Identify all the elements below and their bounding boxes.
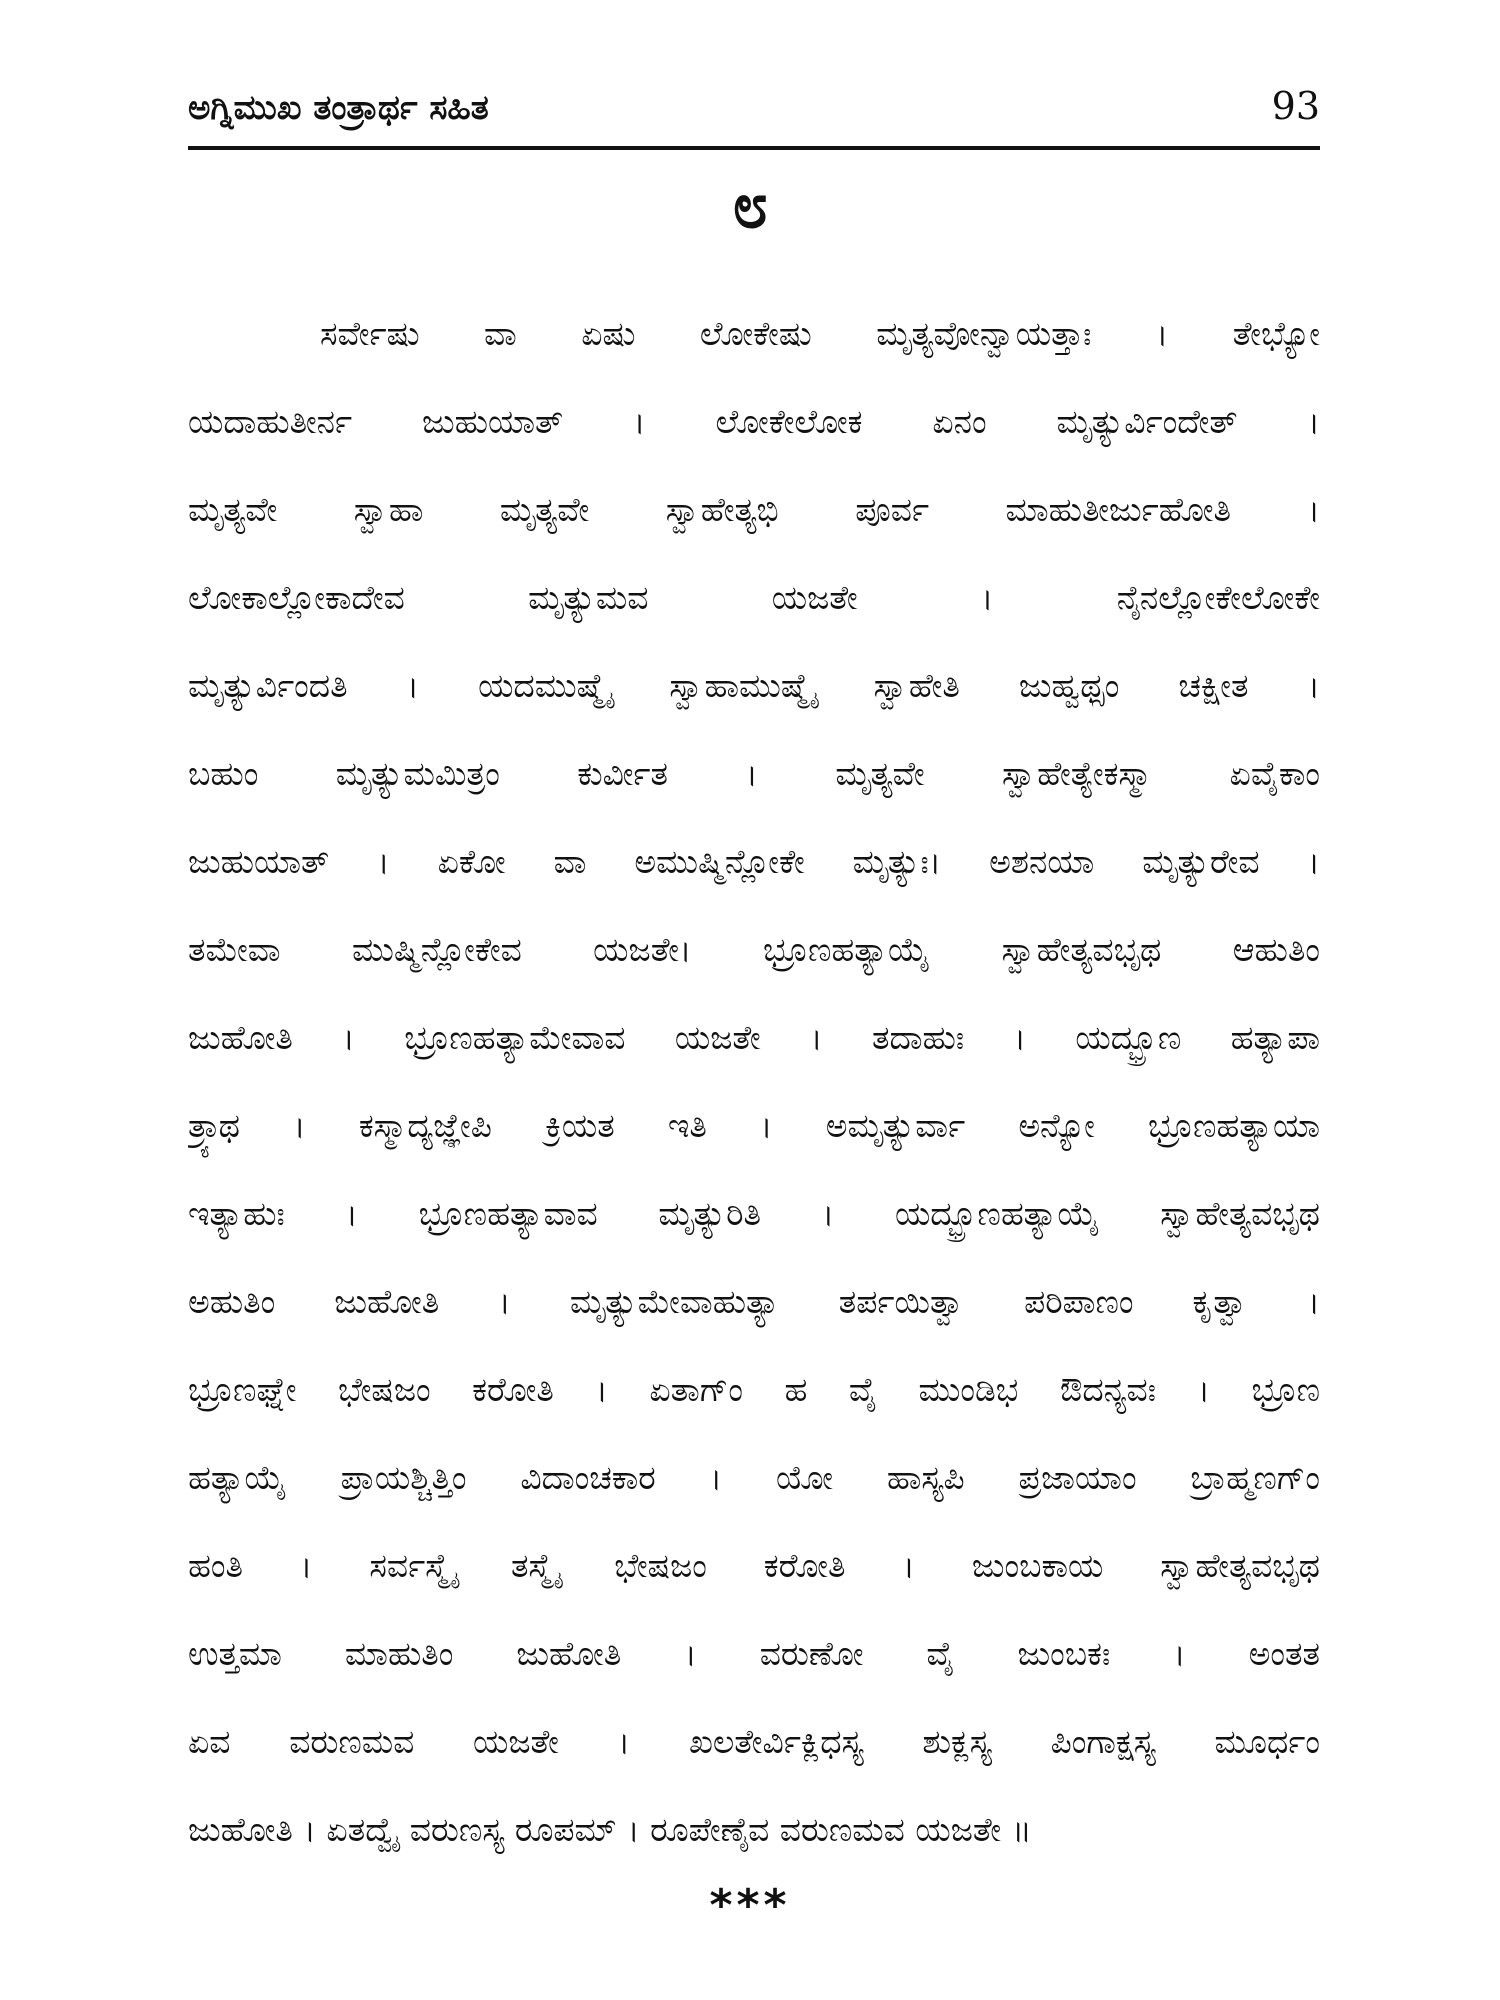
text-line: ಮೃತ್ಯವೇ ಸ್ವಾಹಾ ಮೃತ್ಯವೇ ಸ್ವಾಹೇತ್ಯಭಿ ಪೂರ್ವ ಮಾಹುತೀರ್ಜುಹೋತಿ । bbox=[188, 490, 1320, 529]
text-line: ಬಹುಂ ಮೃತ್ಯುಮಮಿತ್ರಂ ಕುರ್ವೀತ । ಮೃತ್ಯವೇ ಸ್ವಾಹೇತ್ಯೇಕಸ್ಮಾ ಏವೈಕಾಂ bbox=[188, 754, 1320, 793]
running-title: ಅಗ್ನಿಮುಖ ತಂತ್ರಾರ್ಥ ಸಹಿತ bbox=[188, 88, 489, 128]
text-line: ಏವ ವರುಣಮವ ಯಜತೇ । ಖಲತೇರ್ವಿಕ್ಲಿಧಸ್ಯ ಶುಕ್ಲಸ್ಯ ಪಿಂಗಾಕ್ಷಸ್ಯ ಮೂರ್ಧಂ bbox=[188, 1722, 1320, 1761]
header-rule bbox=[188, 146, 1320, 150]
text-line: ಭ್ರೂಣಘ್ನೇ ಭೇಷಜಂ ಕರೋತಿ । ಏತಾಗ್ಂ ಹ ವೈ ಮುಂಡಿಭ ಔದನ್ಯವಃ । ಭ್ರೂಣ bbox=[188, 1370, 1320, 1409]
text-line: ಹತ್ಯಾಯೈ ಪ್ರಾಯಶ್ಚಿತ್ತಿಂ ವಿದಾಂಚಕಾರ । ಯೋ ಹಾಸ್ಯಪಿ ಪ್ರಜಾಯಾಂ ಬ್ರಾಹ್ಮಣಗ್ಂ bbox=[188, 1458, 1320, 1497]
running-header bbox=[188, 82, 1320, 138]
text-line: ಉತ್ತಮಾ ಮಾಹುತಿಂ ಜುಹೋತಿ । ವರುಣೋ ವೈ ಜುಂಬಕಃ । ಅಂತತ bbox=[188, 1634, 1320, 1673]
text-line: ಜುಹೋತಿ । ಭ್ರೂಣಹತ್ಯಾಮೇವಾವ ಯಜತೇ । ತದಾಹುಃ । ಯದ್ಭ್ರೂಣ ಹತ್ಯಾಪಾ bbox=[188, 1018, 1320, 1057]
text-line: ಸರ್ವೇಷು ವಾ ಏಷು ಲೋಕೇಷು ಮೃತ್ಯವೋನ್ವಾಯತ್ತಾಃ । ತೇಭ್ಯೋ bbox=[320, 314, 1320, 353]
text-line: ಮೃತ್ಯುರ್ವಿಂದತಿ । ಯದಮುಷ್ಮೈ ಸ್ವಾಹಾಮುಷ್ಮೈ ಸ್ವಾಹೇತಿ ಜುಹ್ವಥ್ಸಂ ಚಕ್ಷೀತ । bbox=[188, 666, 1320, 705]
text-line: ಹಂತಿ । ಸರ್ವಸ್ಮೈ ತಸ್ಮೈ ಭೇಷಜಂ ಕರೋತಿ । ಜುಂಬಕಾಯ ಸ್ವಾಹೇತ್ಯವಭೃಥ bbox=[188, 1546, 1320, 1585]
text-line: ಲೋಕಾಲ್ಲೋಕಾದೇವ ಮೃತ್ಯುಮವ ಯಜತೇ । ನೈನಲ್ಲೋಕೇಲೋಕೇ bbox=[188, 578, 1320, 617]
text-line: ಅಹುತಿಂ ಜುಹೋತಿ । ಮೃತ್ಯುಮೇವಾಹುತ್ಯಾ ತರ್ಪಯಿತ್ವಾ ಪರಿಪಾಣಂ ಕೃತ್ವಾ । bbox=[188, 1282, 1320, 1321]
text-line: ಜುಹೋತಿ । ಏತದ್ವೈ ವರುಣಸ್ಯ ರೂಪಮ್ । ರೂಪೇಣೈವ ವರುಣಮವ ಯಜತೇ ॥ bbox=[188, 1810, 1032, 1849]
text-line: ಜುಹುಯಾತ್ । ಏಕೋ ವಾ ಅಮುಷ್ಮಿನ್ಲೋಕೇ ಮೃತ್ಯುಃ। ಅಶನಯಾ ಮೃತ್ಯುರೇವ । bbox=[188, 842, 1320, 881]
text-line: ಇತ್ಯಾಹುಃ । ಭ್ರೂಣಹತ್ಯಾವಾವ ಮೃತ್ಯುರಿತಿ । ಯದ್ಭ್ರೂಣಹತ್ಯಾಯೈ ಸ್ವಾಹೇತ್ಯವಭೃಥ bbox=[188, 1194, 1320, 1233]
text-line: ತಮೇವಾ ಮುಷ್ಮಿನ್ಲೋಕೇವ ಯಜತೇ। ಭ್ರೂಣಹತ್ಯಾಯೈ ಸ್ವಾಹೇತ್ಯವಭೃಥ ಆಹುತಿಂ bbox=[188, 930, 1320, 969]
section-heading: ೮ bbox=[732, 169, 768, 243]
page-number: 93 bbox=[1271, 84, 1320, 128]
body-paragraph bbox=[188, 290, 1320, 1874]
text-line: ಯದಾಹುತೀರ್ನ ಜುಹುಯಾತ್ । ಲೋಕೇಲೋಕ ಏನಂ ಮೃತ್ಯುರ್ವಿಂದೇತ್ । bbox=[188, 402, 1320, 441]
end-ornament: *** bbox=[709, 1880, 791, 1931]
text-line: ತ್ರ್ಯಾಥ । ಕಸ್ಮಾದ್ಯಜ್ಞೇಪಿ ಕ್ರಿಯತ ಇತಿ । ಅಮೃತ್ಯುರ್ವಾ ಅನ್ಯೋ ಭ್ರೂಣಹತ್ಯಾಯಾ bbox=[188, 1106, 1320, 1145]
